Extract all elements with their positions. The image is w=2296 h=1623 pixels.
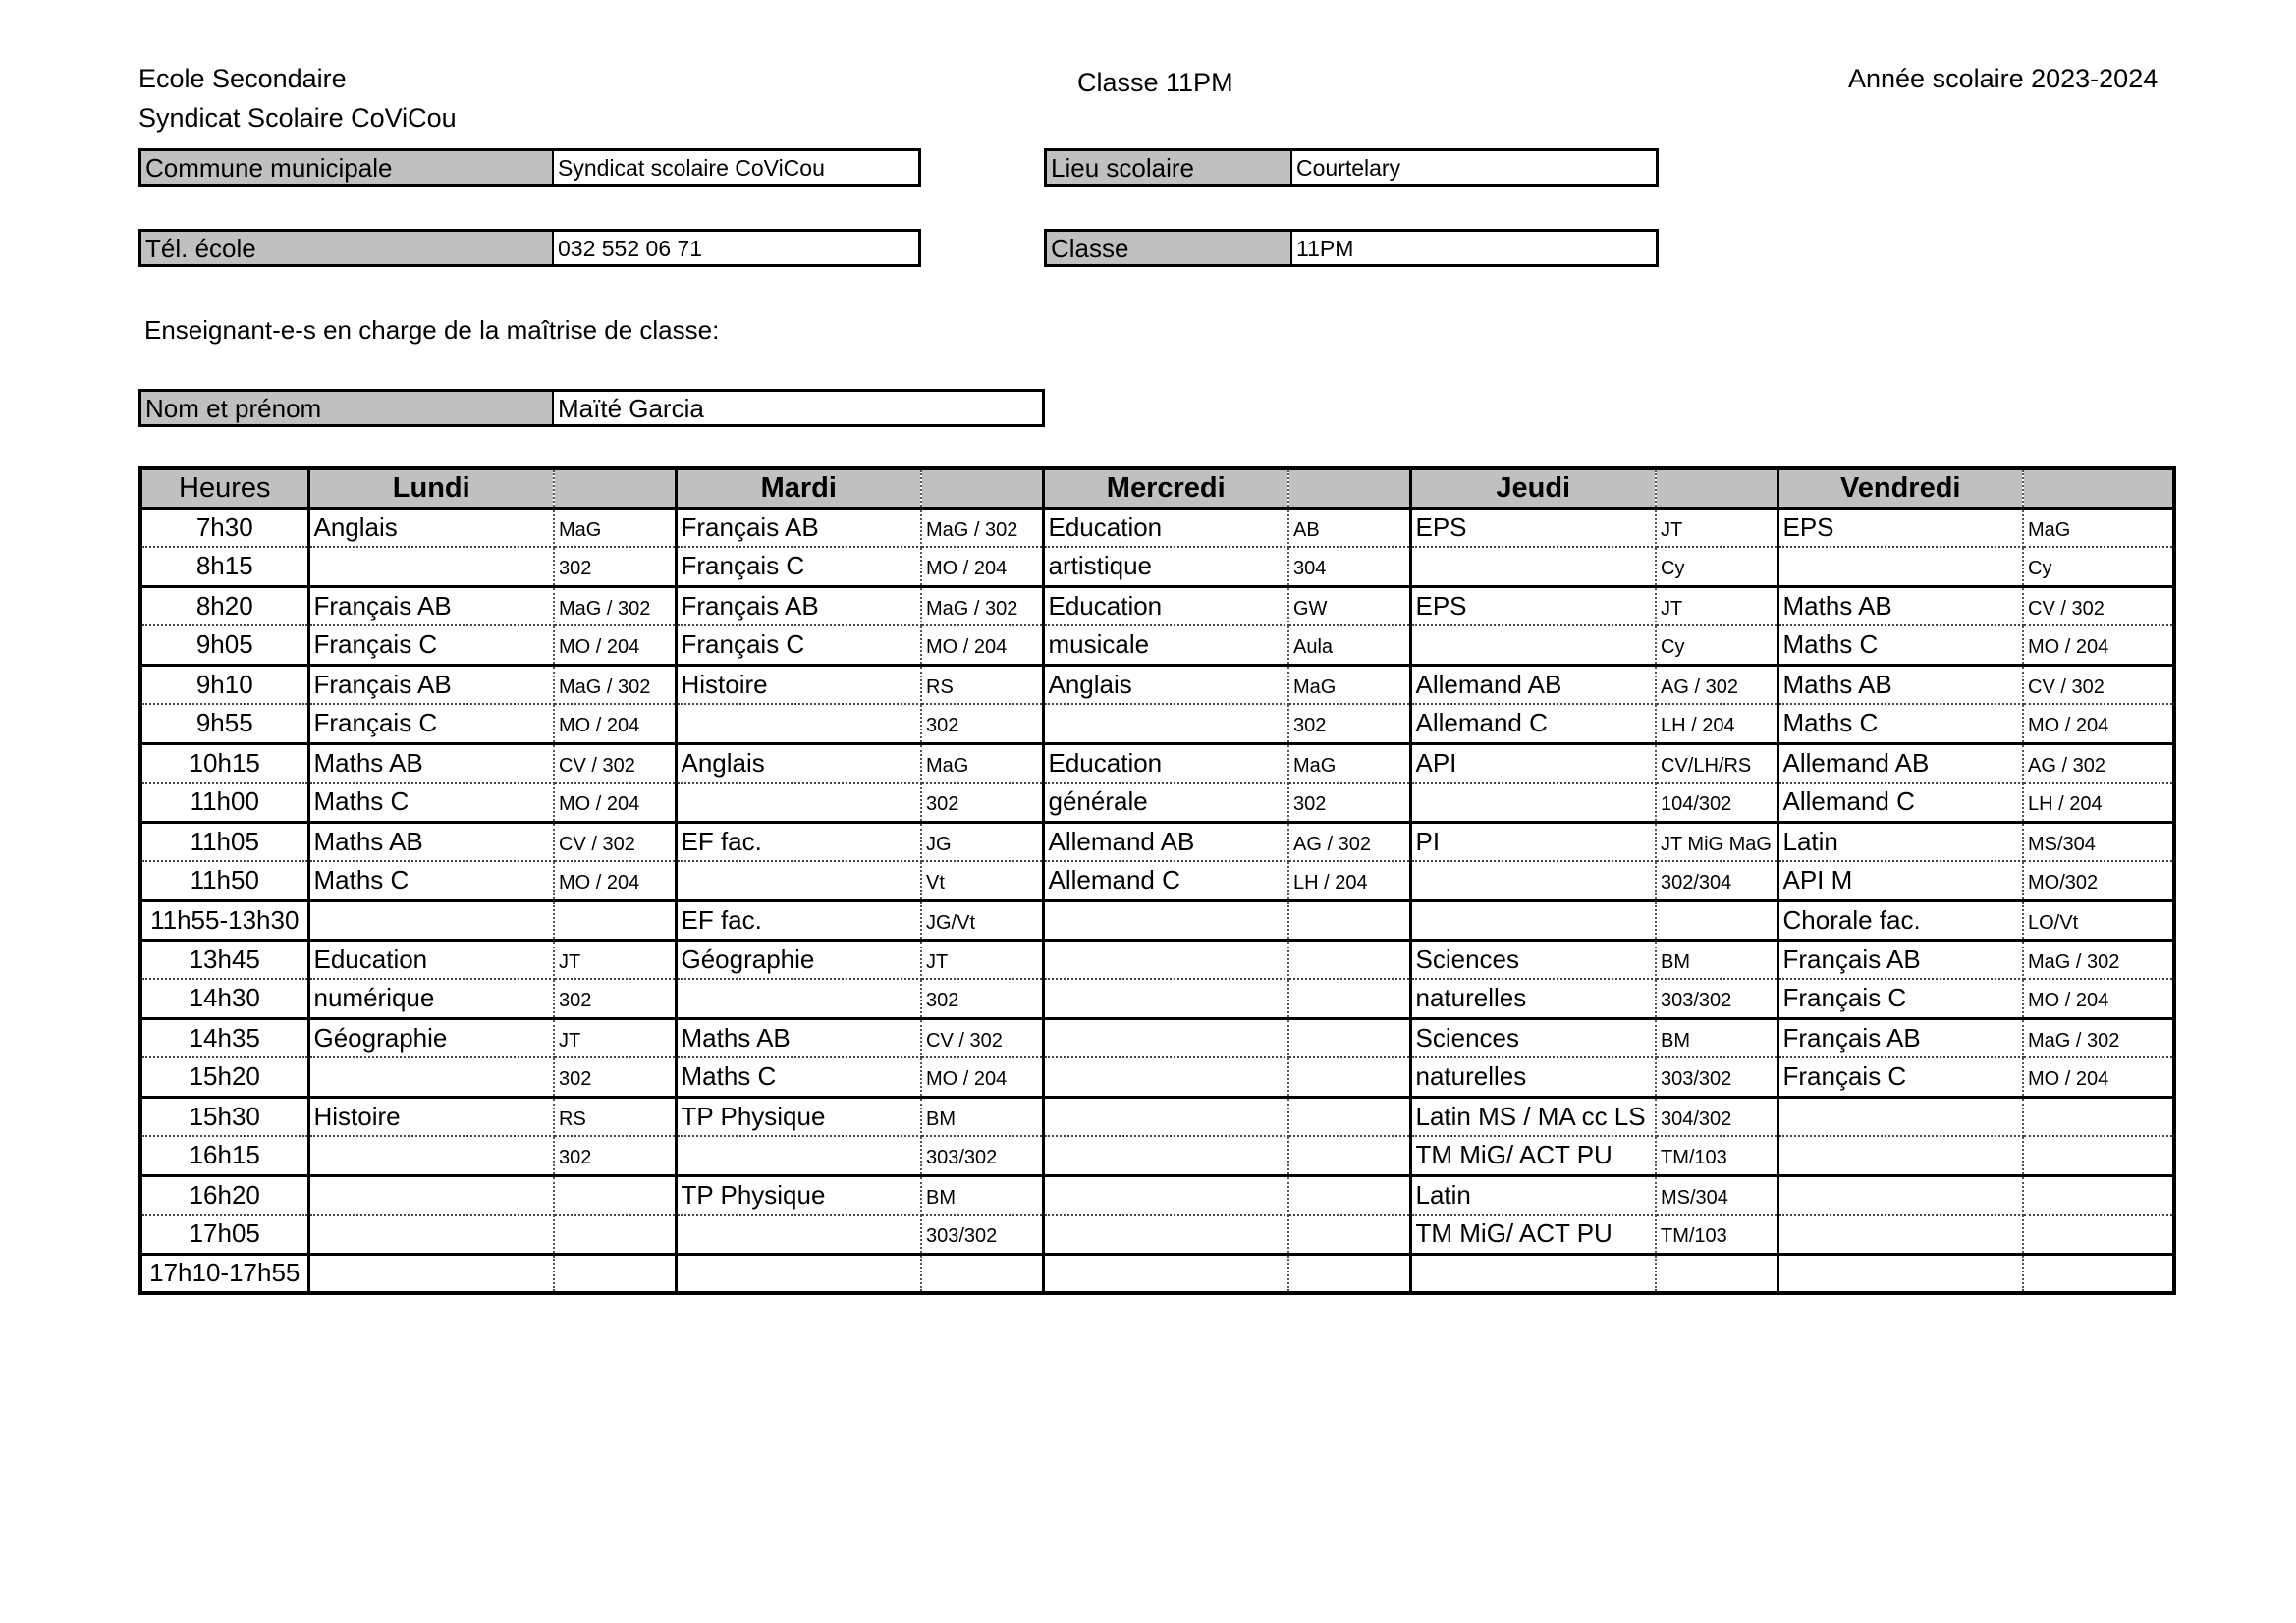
teacher-name-label: Nom et prénom <box>141 392 554 424</box>
subject-cell: EF fac. <box>676 900 921 940</box>
room-cell: 302 <box>921 783 1043 822</box>
time-cell: 16h15 <box>140 1136 308 1175</box>
classe-value: 11PM <box>1296 236 1354 261</box>
room-cell: MaG / 302 <box>554 665 676 704</box>
subject-cell <box>1777 1097 2023 1136</box>
table-row <box>140 665 2174 704</box>
subject-cell: Sciences <box>1410 1018 1656 1057</box>
room-cell: MO / 204 <box>554 625 676 665</box>
subject-cell <box>308 547 554 586</box>
room-cell: MaG / 302 <box>921 586 1043 625</box>
room-cell: Cy <box>2023 547 2174 586</box>
room-cell: AB <box>1288 508 1410 547</box>
subject-cell <box>1043 940 1288 979</box>
room-cell: 104/302 <box>1656 783 1777 822</box>
school-name <box>138 59 457 137</box>
room-cell: JT <box>554 1018 676 1057</box>
subject-cell: Maths C <box>676 1057 921 1097</box>
time-cell: 9h55 <box>140 704 308 743</box>
table-row <box>140 1136 2174 1175</box>
room-cell: 302/304 <box>1656 861 1777 900</box>
subject-cell: Latin <box>1410 1175 1656 1215</box>
subject-cell: PI <box>1410 822 1656 861</box>
subject-cell <box>1043 1215 1288 1254</box>
room-cell <box>2023 1097 2174 1136</box>
room-cell: CV / 302 <box>2023 586 2174 625</box>
table-row <box>140 900 2174 940</box>
table-row <box>140 547 2174 586</box>
timetable <box>138 466 2176 1295</box>
subject-cell: Education <box>308 940 554 979</box>
room-cell: BM <box>1656 1018 1777 1057</box>
tel-label: Tél. école <box>141 232 554 264</box>
room-cell: 304 <box>1288 547 1410 586</box>
subject-cell <box>676 979 921 1018</box>
room-cell: 302 <box>554 1136 676 1175</box>
subject-cell: Histoire <box>676 665 921 704</box>
subject-cell: Latin <box>1777 822 2023 861</box>
table-row <box>140 1215 2174 1254</box>
room-cell: 303/302 <box>921 1136 1043 1175</box>
time-cell: 11h00 <box>140 783 308 822</box>
room-cell: MO / 204 <box>554 704 676 743</box>
subject-cell <box>308 900 554 940</box>
room-cell: MO / 204 <box>554 783 676 822</box>
subject-cell: TP Physique <box>676 1175 921 1215</box>
room-cell <box>2023 1254 2174 1293</box>
room-cell: 303/302 <box>1656 1057 1777 1097</box>
subject-cell: TM MiG/ ACT PU <box>1410 1215 1656 1254</box>
lieu-value: Courtelary <box>1296 155 1401 181</box>
subject-cell <box>676 783 921 822</box>
subject-cell <box>308 1136 554 1175</box>
time-cell: 10h15 <box>140 743 308 783</box>
room-cell: MaG <box>1288 743 1410 783</box>
subject-cell: Allemand AB <box>1043 822 1288 861</box>
table-row <box>140 979 2174 1018</box>
subject-cell: Latin MS / MA cc LS <box>1410 1097 1656 1136</box>
table-row <box>140 1018 2174 1057</box>
room-cell: CV / 302 <box>921 1018 1043 1057</box>
room-cell <box>1288 1057 1410 1097</box>
room-cell <box>1288 940 1410 979</box>
room-cell: BM <box>921 1097 1043 1136</box>
room-cell: MaG <box>1288 665 1410 704</box>
table-row <box>140 783 2174 822</box>
subject-cell: Français AB <box>676 508 921 547</box>
room-cell: Cy <box>1656 625 1777 665</box>
subject-cell: API M <box>1777 861 2023 900</box>
day-header-filler <box>1288 468 1410 508</box>
table-row <box>140 586 2174 625</box>
subject-cell: TM MiG/ ACT PU <box>1410 1136 1656 1175</box>
room-cell: MaG / 302 <box>921 508 1043 547</box>
room-cell: LH / 204 <box>1656 704 1777 743</box>
subject-cell: générale <box>1043 783 1288 822</box>
room-cell: MaG / 302 <box>554 586 676 625</box>
subject-cell: Français AB <box>1777 1018 2023 1057</box>
classe-field <box>1044 229 1659 267</box>
room-cell: AG / 302 <box>1656 665 1777 704</box>
subject-cell: Maths C <box>1777 625 2023 665</box>
classe-label: Classe <box>1047 232 1292 264</box>
subject-cell: Allemand C <box>1777 783 2023 822</box>
room-cell: 302 <box>1288 704 1410 743</box>
room-cell: BM <box>921 1175 1043 1215</box>
time-cell: 16h20 <box>140 1175 308 1215</box>
commune-value: Syndicat scolaire CoViCou <box>558 155 825 181</box>
hours-header: Heures <box>140 468 308 508</box>
subject-cell: musicale <box>1043 625 1288 665</box>
room-cell: JT <box>1656 586 1777 625</box>
time-cell: 11h55-13h30 <box>140 900 308 940</box>
day-header-filler <box>2023 468 2174 508</box>
room-cell: MO / 204 <box>921 625 1043 665</box>
subject-cell <box>308 1215 554 1254</box>
subject-cell: TP Physique <box>676 1097 921 1136</box>
room-cell: 304/302 <box>1656 1097 1777 1136</box>
room-cell: 302 <box>921 704 1043 743</box>
room-cell <box>554 1215 676 1254</box>
subject-cell <box>1410 861 1656 900</box>
room-cell: CV / 302 <box>554 743 676 783</box>
subject-cell: naturelles <box>1410 1057 1656 1097</box>
room-cell: 302 <box>1288 783 1410 822</box>
room-cell: TM/103 <box>1656 1215 1777 1254</box>
room-cell <box>921 1254 1043 1293</box>
time-cell: 11h05 <box>140 822 308 861</box>
subject-cell <box>1043 1254 1288 1293</box>
time-cell: 15h20 <box>140 1057 308 1097</box>
subject-cell: Maths AB <box>1777 665 2023 704</box>
room-cell: 302 <box>554 979 676 1018</box>
subject-cell: Anglais <box>676 743 921 783</box>
teachers-heading: Enseignant-e-s en charge de la maîtrise de classe: <box>144 315 720 345</box>
subject-cell: Français C <box>1777 1057 2023 1097</box>
table-row <box>140 1175 2174 1215</box>
subject-cell <box>1777 547 2023 586</box>
subject-cell: EPS <box>1410 508 1656 547</box>
subject-cell <box>1410 900 1656 940</box>
room-cell: RS <box>921 665 1043 704</box>
subject-cell: numérique <box>308 979 554 1018</box>
tel-value: 032 552 06 71 <box>558 236 703 261</box>
table-row <box>140 1254 2174 1293</box>
subject-cell: Français C <box>676 625 921 665</box>
room-cell <box>554 1175 676 1215</box>
day-header: Lundi <box>308 468 554 508</box>
subject-cell <box>1410 625 1656 665</box>
time-cell: 15h30 <box>140 1097 308 1136</box>
room-cell: JG <box>921 822 1043 861</box>
time-cell: 17h10-17h55 <box>140 1254 308 1293</box>
school-line-1: Ecole Secondaire <box>138 64 347 93</box>
subject-cell <box>1043 900 1288 940</box>
room-cell: Cy <box>1656 547 1777 586</box>
room-cell: Aula <box>1288 625 1410 665</box>
time-cell: 14h35 <box>140 1018 308 1057</box>
day-header-filler <box>1656 468 1777 508</box>
room-cell <box>2023 1136 2174 1175</box>
room-cell: MaG <box>554 508 676 547</box>
lieu-field <box>1044 148 1659 187</box>
table-row <box>140 1057 2174 1097</box>
subject-cell: Histoire <box>308 1097 554 1136</box>
subject-cell: Education <box>1043 586 1288 625</box>
table-row <box>140 508 2174 547</box>
room-cell <box>1656 900 1777 940</box>
class-title: Classe 11PM <box>1077 68 1233 97</box>
table-row <box>140 743 2174 783</box>
subject-cell <box>1410 547 1656 586</box>
subject-cell <box>308 1057 554 1097</box>
subject-cell: Maths C <box>308 783 554 822</box>
subject-cell <box>676 1215 921 1254</box>
room-cell: CV / 302 <box>2023 665 2174 704</box>
subject-cell: Chorale fac. <box>1777 900 2023 940</box>
room-cell <box>1288 900 1410 940</box>
commune-label: Commune municipale <box>141 151 554 184</box>
time-cell: 8h20 <box>140 586 308 625</box>
lieu-label: Lieu scolaire <box>1047 151 1292 184</box>
subject-cell: Education <box>1043 508 1288 547</box>
subject-cell <box>1410 783 1656 822</box>
subject-cell <box>1043 1018 1288 1057</box>
room-cell <box>1288 1175 1410 1215</box>
subject-cell <box>1777 1175 2023 1215</box>
subject-cell <box>1043 979 1288 1018</box>
school-line-2: Syndicat Scolaire CoViCou <box>138 103 457 133</box>
subject-cell: naturelles <box>1410 979 1656 1018</box>
subject-cell: EF fac. <box>676 822 921 861</box>
subject-cell: EPS <box>1410 586 1656 625</box>
subject-cell: Français AB <box>1777 940 2023 979</box>
room-cell: MO / 204 <box>921 1057 1043 1097</box>
room-cell: 302 <box>554 547 676 586</box>
room-cell: BM <box>1656 940 1777 979</box>
subject-cell: Français AB <box>676 586 921 625</box>
subject-cell: Géographie <box>308 1018 554 1057</box>
room-cell <box>1288 1097 1410 1136</box>
subject-cell: Maths AB <box>1777 586 2023 625</box>
subject-cell: Allemand C <box>1410 704 1656 743</box>
subject-cell <box>1777 1215 2023 1254</box>
room-cell: 303/302 <box>1656 979 1777 1018</box>
subject-cell: Français AB <box>308 586 554 625</box>
table-row <box>140 1097 2174 1136</box>
time-cell: 14h30 <box>140 979 308 1018</box>
teacher-name-field <box>138 389 1045 427</box>
day-header: Vendredi <box>1777 468 2023 508</box>
subject-cell <box>1043 1057 1288 1097</box>
tel-field <box>138 229 921 267</box>
table-row <box>140 625 2174 665</box>
subject-cell: Maths AB <box>308 743 554 783</box>
subject-cell: Allemand C <box>1043 861 1288 900</box>
room-cell: JT <box>554 940 676 979</box>
room-cell: LO/Vt <box>2023 900 2174 940</box>
day-header-filler <box>554 468 676 508</box>
room-cell <box>1656 1254 1777 1293</box>
room-cell: JG/Vt <box>921 900 1043 940</box>
room-cell <box>554 900 676 940</box>
subject-cell <box>1043 1097 1288 1136</box>
subject-cell: Anglais <box>308 508 554 547</box>
room-cell: 302 <box>554 1057 676 1097</box>
room-cell: MaG <box>921 743 1043 783</box>
day-header: Mercredi <box>1043 468 1288 508</box>
room-cell: MaG <box>2023 508 2174 547</box>
room-cell <box>2023 1175 2174 1215</box>
room-cell: MO / 204 <box>554 861 676 900</box>
subject-cell: Sciences <box>1410 940 1656 979</box>
time-cell: 11h50 <box>140 861 308 900</box>
room-cell: CV/LH/RS <box>1656 743 1777 783</box>
subject-cell: Français C <box>676 547 921 586</box>
room-cell <box>1288 1136 1410 1175</box>
subject-cell: Allemand AB <box>1410 665 1656 704</box>
subject-cell <box>676 861 921 900</box>
room-cell <box>554 1254 676 1293</box>
table-row <box>140 822 2174 861</box>
room-cell: MO / 204 <box>2023 1057 2174 1097</box>
subject-cell <box>308 1175 554 1215</box>
subject-cell: Français C <box>308 704 554 743</box>
subject-cell: Allemand AB <box>1777 743 2023 783</box>
room-cell: Vt <box>921 861 1043 900</box>
time-cell: 9h10 <box>140 665 308 704</box>
room-cell: MO / 204 <box>2023 625 2174 665</box>
room-cell <box>1288 1254 1410 1293</box>
room-cell: 303/302 <box>921 1215 1043 1254</box>
subject-cell: Education <box>1043 743 1288 783</box>
subject-cell <box>676 704 921 743</box>
day-header-filler <box>921 468 1043 508</box>
time-cell: 9h05 <box>140 625 308 665</box>
subject-cell <box>676 1136 921 1175</box>
time-cell: 8h15 <box>140 547 308 586</box>
subject-cell: Français C <box>308 625 554 665</box>
room-cell: LH / 204 <box>2023 783 2174 822</box>
room-cell <box>1288 1215 1410 1254</box>
room-cell: MS/304 <box>1656 1175 1777 1215</box>
subject-cell: EPS <box>1777 508 2023 547</box>
subject-cell: Maths AB <box>676 1018 921 1057</box>
room-cell: GW <box>1288 586 1410 625</box>
subject-cell <box>1043 1175 1288 1215</box>
room-cell <box>2023 1215 2174 1254</box>
commune-field <box>138 148 921 187</box>
day-header: Mardi <box>676 468 921 508</box>
subject-cell <box>676 1254 921 1293</box>
room-cell: AG / 302 <box>2023 743 2174 783</box>
school-year: Année scolaire 2023-2024 <box>1848 64 2159 93</box>
room-cell: JT MiG MaG <box>1656 822 1777 861</box>
subject-cell: Maths C <box>1777 704 2023 743</box>
subject-cell <box>308 1254 554 1293</box>
room-cell: JT <box>1656 508 1777 547</box>
subject-cell: Géographie <box>676 940 921 979</box>
room-cell: MO / 204 <box>921 547 1043 586</box>
room-cell: MO / 204 <box>2023 979 2174 1018</box>
subject-cell <box>1043 704 1288 743</box>
room-cell: LH / 204 <box>1288 861 1410 900</box>
room-cell: TM/103 <box>1656 1136 1777 1175</box>
room-cell: MaG / 302 <box>2023 1018 2174 1057</box>
subject-cell <box>1777 1136 2023 1175</box>
subject-cell: Français C <box>1777 979 2023 1018</box>
room-cell <box>1288 1018 1410 1057</box>
room-cell: MaG / 302 <box>2023 940 2174 979</box>
subject-cell: Anglais <box>1043 665 1288 704</box>
table-row <box>140 704 2174 743</box>
time-cell: 17h05 <box>140 1215 308 1254</box>
day-header: Jeudi <box>1410 468 1656 508</box>
teacher-name-value: Maïté Garcia <box>558 394 704 423</box>
subject-cell <box>1410 1254 1656 1293</box>
time-cell: 7h30 <box>140 508 308 547</box>
room-cell: CV / 302 <box>554 822 676 861</box>
subject-cell: Maths AB <box>308 822 554 861</box>
room-cell: MO / 204 <box>2023 704 2174 743</box>
subject-cell: Maths C <box>308 861 554 900</box>
room-cell <box>1288 979 1410 1018</box>
subject-cell: API <box>1410 743 1656 783</box>
time-cell: 13h45 <box>140 940 308 979</box>
room-cell: RS <box>554 1097 676 1136</box>
subject-cell: Français AB <box>308 665 554 704</box>
room-cell: JT <box>921 940 1043 979</box>
room-cell: AG / 302 <box>1288 822 1410 861</box>
table-row <box>140 861 2174 900</box>
room-cell: 302 <box>921 979 1043 1018</box>
subject-cell <box>1043 1136 1288 1175</box>
timetable-header-row <box>140 468 2174 508</box>
table-row <box>140 940 2174 979</box>
room-cell: MS/304 <box>2023 822 2174 861</box>
subject-cell <box>1777 1254 2023 1293</box>
subject-cell: artistique <box>1043 547 1288 586</box>
room-cell: MO/302 <box>2023 861 2174 900</box>
